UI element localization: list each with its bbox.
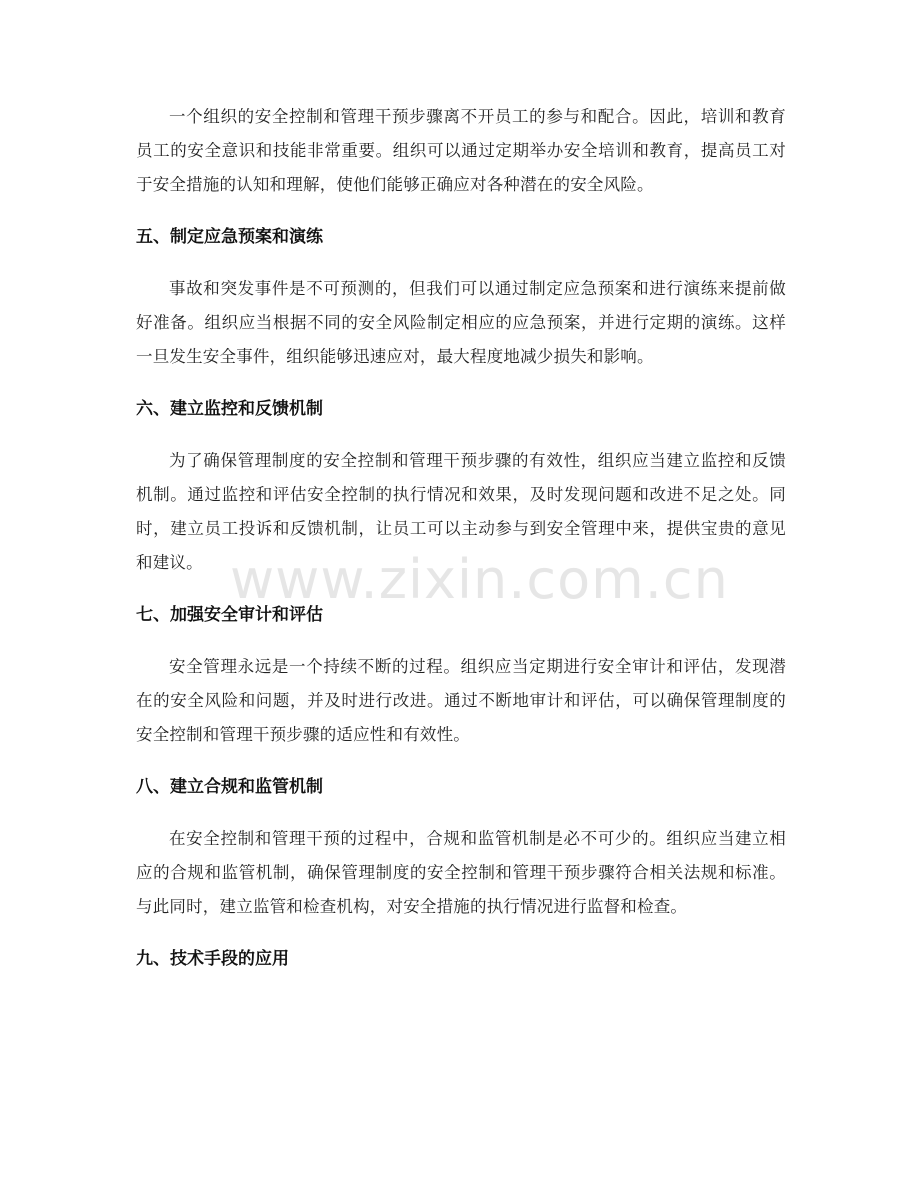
section-heading-6: 六、建立监控和反馈机制 [136, 399, 323, 419]
intro-paragraph: 一个组织的安全控制和管理干预步骤离不开员工的参与和配合。因此，培训和教育员工的安全意识和技能非常重要。组织可以通过定期举办安全培训和教育，提高员工对于安全措施的认知和理解，使他们能够正确应对各种潜在的安全风险。 [136, 107, 786, 194]
section-heading-7: 七、加强安全审计和评估 [136, 605, 323, 625]
section-heading-5: 五、制定应急预案和演练 [136, 227, 323, 247]
watermark: www.zixin.com.cn [230, 548, 729, 611]
section-paragraph-6: 为了确保管理制度的安全控制和管理干预步骤的有效性，组织应当建立监控和反馈机制。通过监控和评估安全控制的执行情况和效果，及时发现问题和改进不足之处。同时，建立员工投诉和反馈机制，让员工可以主动参与到安全管理中来，提供宝贵的意见和建议。 [136, 451, 786, 572]
section-heading-8: 八、建立合规和监管机制 [136, 777, 323, 797]
section-paragraph-5: 事故和突发事件是不可预测的，但我们可以通过制定应急预案和进行演练来提前做好准备。组织应当根据不同的安全风险制定相应的应急预案，并进行定期的演练。这样一旦发生安全事件，组织能够迅速应对，最大程度地减少损失和影响。 [136, 279, 786, 366]
section-paragraph-8: 在安全控制和管理干预的过程中，合规和监管机制是必不可少的。组织应当建立相应的合规和监管机制，确保管理制度的安全控制和管理干预步骤符合相关法规和标准。与此同时，建立监管和检查机构，对安全措施的执行情况进行监督和检查。 [136, 829, 786, 916]
section-paragraph-7: 安全管理永远是一个持续不断的过程。组织应当定期进行安全审计和评估，发现潜在的安全风险和问题，并及时进行改进。通过不断地审计和评估，可以确保管理制度的安全控制和管理干预步骤的适应性和有效性。 [136, 657, 786, 744]
section-heading-9: 九、技术手段的应用 [136, 949, 289, 969]
document-body [136, 100, 786, 976]
